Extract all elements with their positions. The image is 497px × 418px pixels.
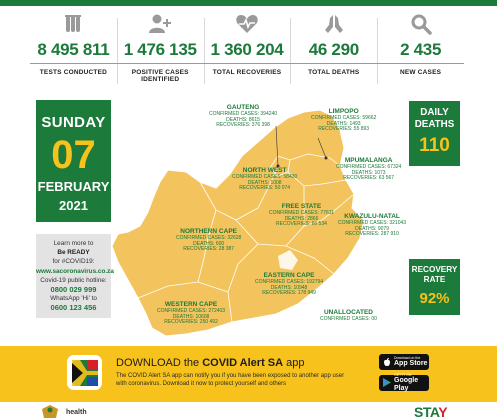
stat-label: TOTAL DEATHS <box>308 69 360 76</box>
recovery-rate-title-line1: RECOVERY <box>411 265 458 274</box>
province-name: NORTHERN CAPE <box>180 228 237 235</box>
date-box <box>36 100 111 222</box>
stay-logo-suffix: Y <box>438 404 448 418</box>
google-play-small-text: GET IT ON <box>394 373 412 377</box>
recovery-rate-value: 92% <box>419 290 450 307</box>
province-western-cape <box>157 301 225 326</box>
province-confirmed: CONFIRMED CASES: 77611 <box>269 210 334 216</box>
covid-alert-app-icon[interactable] <box>67 355 102 390</box>
test-tubes-icon <box>30 12 117 36</box>
info-line: Be READY <box>57 249 90 257</box>
top-bar <box>0 0 497 6</box>
praying-hands-icon <box>290 12 377 36</box>
province-name: UNALLOCATED <box>323 309 373 316</box>
info-line: WhatsApp 'Hi' to <box>50 295 97 303</box>
stat-deaths <box>290 12 377 88</box>
recovery-rate-title-line2: RATE <box>423 275 446 284</box>
province-confirmed: CONFIRMED CASES: 58430 <box>232 174 298 180</box>
app-banner-title <box>116 357 305 369</box>
province-confirmed: CONFIRMED CASES: 394240 <box>209 111 278 117</box>
stat-label: NEW CASES <box>400 69 442 76</box>
province-deaths: DEATHS: 10608 <box>172 313 210 320</box>
province-deaths: DEATHS: 8615 <box>226 116 260 123</box>
province-limpopo <box>311 108 376 133</box>
info-hotline: 0800 029 999 <box>50 285 97 295</box>
daily-deaths-title-line1: DAILY <box>420 107 449 118</box>
province-name: GAUTENG <box>226 104 260 111</box>
province-recoveries: RECOVERIES: 63 567 <box>343 175 395 182</box>
province-name: KWAZULU-NATAL <box>344 213 400 220</box>
province-north-west <box>232 167 297 192</box>
app-banner-title-bold: COVID Alert SA <box>202 357 284 369</box>
coat-of-arms-logo <box>38 404 62 418</box>
stat-value: 1 476 135 <box>123 40 197 59</box>
play-icon <box>383 378 391 389</box>
app-banner-title-prefix: DOWNLOAD the <box>116 357 203 369</box>
apple-icon <box>383 357 391 368</box>
province-eastern-cape <box>255 272 323 297</box>
province-name: NORTH WEST <box>242 167 287 174</box>
date-month: FEBRUARY <box>37 179 110 194</box>
footer-department-text: health <box>66 409 87 416</box>
heartbeat-icon <box>204 12 291 36</box>
province-name: WESTERN CAPE <box>164 301 218 308</box>
stay-logo-prefix: STA <box>414 404 439 418</box>
stat-new-cases <box>377 12 464 88</box>
stat-label: TESTS CONDUCTED <box>39 69 108 76</box>
province-mpumalanga <box>336 157 401 182</box>
stat-value: 2 435 <box>400 40 442 59</box>
province-name: EASTERN CAPE <box>263 272 315 279</box>
province-confirmed: CONFIRMED CASES: 192794 <box>255 279 324 285</box>
province-recoveries: RECOVERIES: 178 949 <box>262 290 316 297</box>
info-line: Covid-19 public hotline: <box>40 276 107 284</box>
date-day: SUNDAY <box>41 114 106 131</box>
daily-deaths-title-line2: DEATHS <box>414 119 455 130</box>
province-deaths: DEATHS: 9079 <box>355 225 389 232</box>
stat-value: 46 290 <box>308 40 359 59</box>
stat-label: POSITIVE CASES IDENTIFIED <box>131 69 189 83</box>
province-recoveries: RECOVERIES: 50 074 <box>239 185 291 192</box>
info-line: Learn more to <box>53 240 94 247</box>
stat-value: 8 495 811 <box>37 40 110 59</box>
province-unallocated <box>320 309 377 323</box>
province-recoveries: RECOVERIES: 28 387 <box>183 246 235 253</box>
info-box <box>36 234 114 318</box>
google-play-button[interactable] <box>379 375 429 391</box>
stat-value: 1 360 204 <box>210 40 284 59</box>
province-deaths: DEATHS: 1008 <box>247 179 282 186</box>
province-kwazulu-natal <box>338 213 406 238</box>
app-banner-title-suffix: app <box>283 357 305 369</box>
stay-logo <box>414 404 447 418</box>
province-name: MPUMALANGA <box>344 157 393 164</box>
stat-tests <box>30 12 117 88</box>
province-confirmed: CONFIRMED CASES: 321043 <box>338 220 407 226</box>
limpopo-leader-dot <box>325 157 328 160</box>
province-deaths: DEATHS: 600 <box>193 240 225 247</box>
province-deaths: DEATHS: 10948 <box>270 284 308 291</box>
province-northern-cape <box>176 228 241 253</box>
app-store-button[interactable] <box>379 354 429 370</box>
province-recoveries: RECOVERIES: 250 492 <box>164 319 218 326</box>
date-number: 07 <box>51 133 96 177</box>
province-recoveries: RECOVERIES: 287 910 <box>345 231 399 238</box>
province-name: FREE STATE <box>281 203 322 210</box>
province-recoveries: RECOVERIES: 55 893 <box>318 126 370 133</box>
province-recoveries: RECOVERIES: 376 398 <box>216 122 270 129</box>
province-free-state <box>269 203 334 228</box>
add-person-icon <box>117 12 204 36</box>
province-name: LIMPOPO <box>328 108 359 115</box>
app-banner-text: The COVID Alert SA app can notify you if you have been exposed to another app user with coronavirus. Download it now to protect yourself and others <box>116 373 345 387</box>
province-deaths: DEATHS: 1073 <box>351 169 386 176</box>
daily-deaths-value: 110 <box>419 135 450 156</box>
province-gauteng <box>209 104 277 129</box>
app-store-small-text: Download on the <box>394 356 421 360</box>
info-whatsapp: 0600 123 456 <box>50 303 97 313</box>
stat-label: TOTAL RECOVERIES <box>212 69 282 76</box>
info-website-link[interactable]: www.sacoronavirus.co.za <box>36 267 114 275</box>
province-confirmed: CONFIRMED CASES: 272403 <box>157 308 226 314</box>
stat-positive-cases <box>117 12 204 88</box>
info-line: for #COVID19: <box>52 258 95 266</box>
province-deaths: DEATHS: 2866 <box>284 215 319 222</box>
magnifier-icon <box>377 12 464 36</box>
stat-recoveries <box>204 12 291 88</box>
province-confirmed: CONFIRMED CASES: 67324 <box>336 164 402 170</box>
province-recoveries: RECOVERIES: 66 534 <box>276 221 327 228</box>
province-confirmed: CONFIRMED CASES: 00 <box>320 316 377 322</box>
province-deaths: DEATHS: 1493 <box>326 120 361 127</box>
stats-divider <box>30 63 464 64</box>
google-play-label: Google Play <box>394 377 419 392</box>
province-confirmed: CONFIRMED CASES: 32628 <box>176 235 242 241</box>
province-confirmed: CONFIRMED CASES: 59662 <box>311 115 377 121</box>
stats-row <box>30 12 464 88</box>
date-year: 2021 <box>59 198 88 213</box>
app-store-label: App Store <box>394 360 428 367</box>
